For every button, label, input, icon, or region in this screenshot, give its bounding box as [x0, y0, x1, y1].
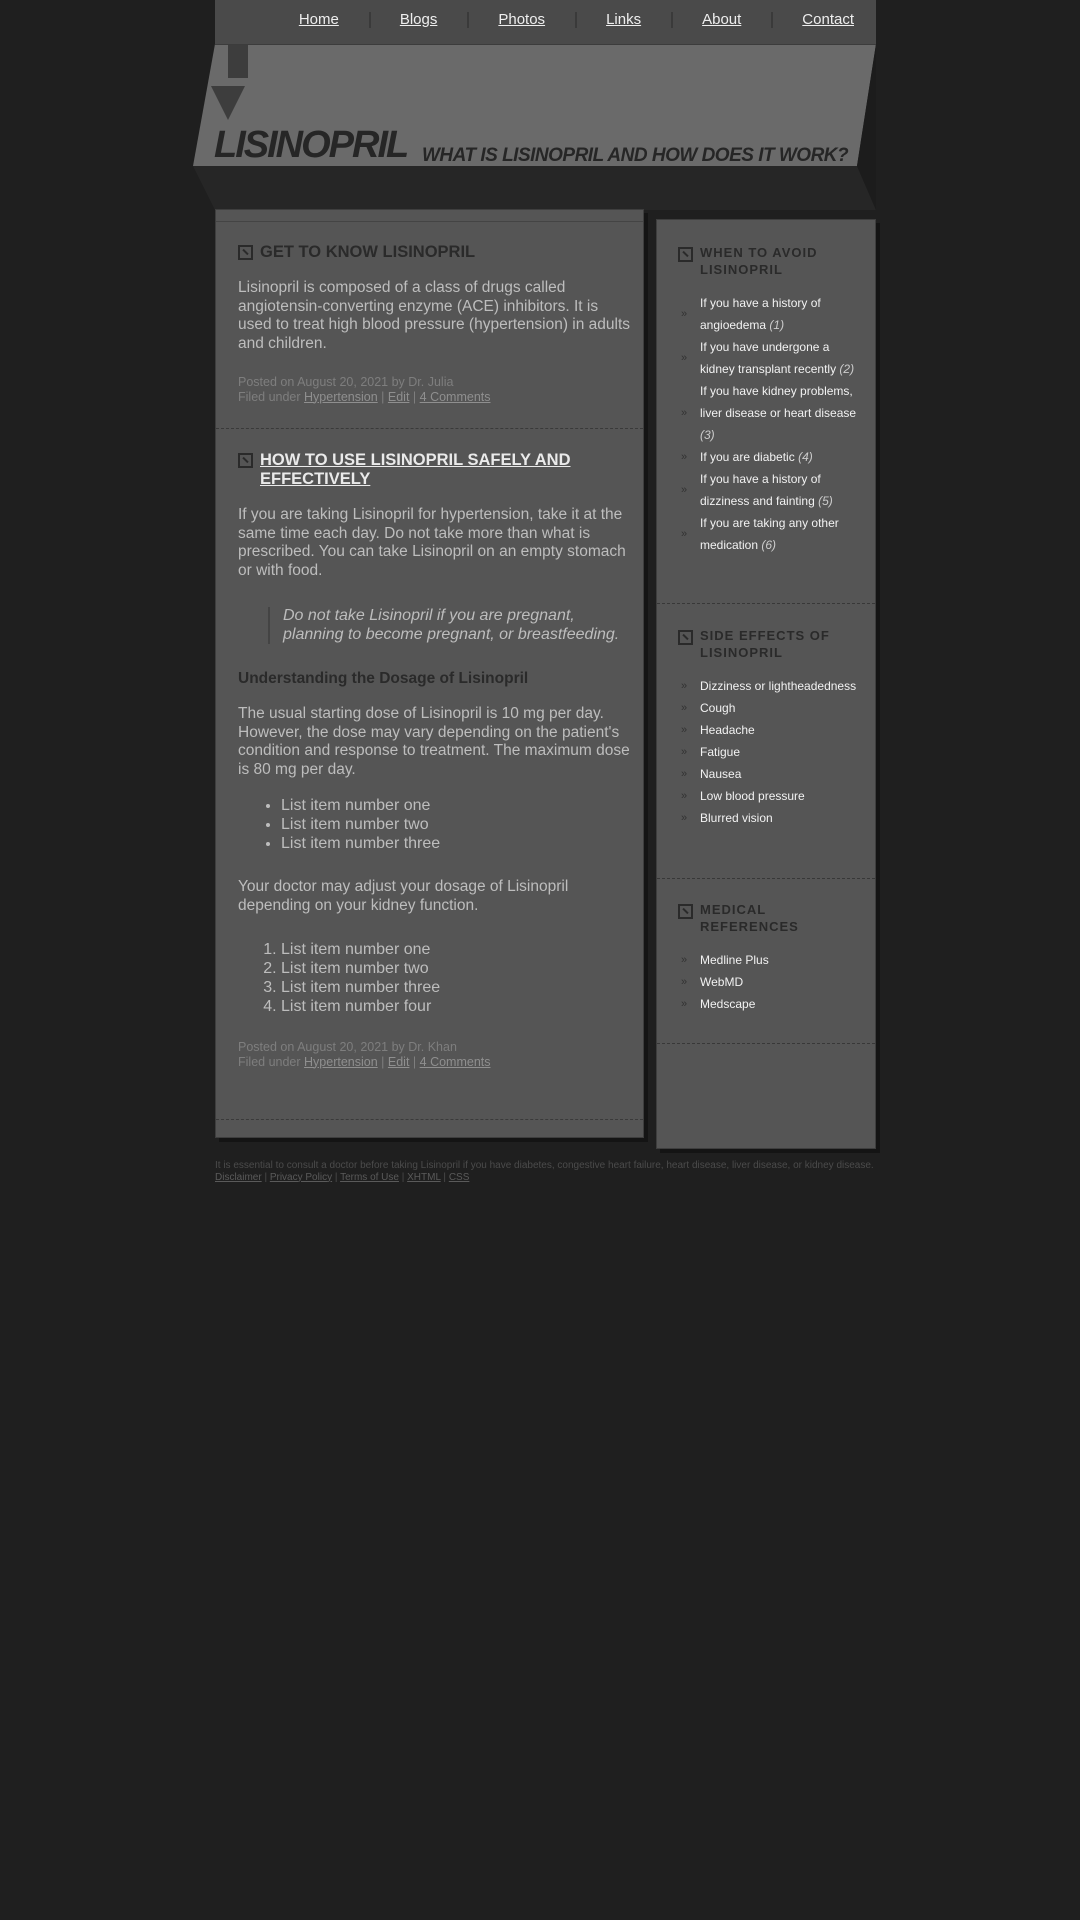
post-intro: If you are taking Lisinopril for hypertension, take it at the same time each day. Do not take more than what is prescribed. You can take Lisinopril on an empty stomach or with food. — [238, 506, 626, 579]
list-item[interactable] — [678, 380, 858, 446]
reference-link[interactable]: WebMD — [700, 975, 744, 989]
nav-separator — [467, 12, 469, 28]
list-item-text: Headache — [700, 723, 755, 737]
post-title-link[interactable]: HOW TO USE LISINOPRIL SAFELY AND EFFECTIVELY — [260, 451, 571, 488]
list-item[interactable] — [678, 971, 858, 993]
widget-arrow-icon — [678, 904, 693, 919]
list-item-text: Nausea — [700, 767, 742, 781]
list-item-text: Fatigue — [700, 745, 741, 759]
widget-title — [678, 244, 858, 278]
double-arrow-icon: » — [681, 702, 688, 714]
nav-link-links[interactable]: Links — [606, 11, 642, 28]
widget-divider — [657, 603, 875, 604]
post-body: Lisinopril is composed of a class of drugs called angiotensin-converting enzyme (ACE) inhibitors. It is used to treat high blood pressure (hypertension) in adults and children. — [238, 279, 631, 352]
post-title-text: GET TO KNOW LISINOPRIL — [260, 243, 476, 261]
footer — [215, 1160, 875, 1183]
list-item-text: Cough — [700, 701, 736, 715]
nav-item-links — [545, 11, 641, 28]
footer-links: Disclaimer | Privacy Policy | Terms of Use | XHTML | CSS — [215, 1171, 470, 1183]
list-item: 3. List item number three — [281, 978, 632, 997]
post-filed: Filed under Hypertension | Edit | 4 Comments — [238, 1054, 491, 1069]
double-arrow-icon: » — [681, 484, 688, 496]
references-list — [678, 949, 858, 1015]
post-filed: Filed under Hypertension | Edit | 4 Comments — [238, 389, 491, 404]
list-item[interactable] — [678, 697, 858, 719]
double-arrow-icon: » — [681, 352, 688, 364]
reference-link[interactable]: Medline Plus — [700, 953, 769, 967]
post-get-to-know — [238, 243, 632, 404]
nav-item-about — [641, 11, 741, 28]
nav-separator — [369, 12, 371, 28]
list-item[interactable] — [678, 741, 858, 763]
post-meta — [238, 1040, 632, 1069]
list-item: • List item number one — [281, 796, 632, 815]
list-item-text: If you have a history of angioedema — [700, 296, 821, 332]
post-arrow-icon — [238, 453, 253, 468]
widget-arrow-icon — [678, 247, 693, 262]
widget-title — [678, 627, 858, 661]
item-count: (6) — [761, 538, 777, 552]
list-item-text: If you are taking any other medication — [700, 516, 839, 552]
category-link[interactable]: Hypertension — [304, 1054, 378, 1069]
double-arrow-icon: » — [681, 812, 688, 824]
footer-link-xhtml[interactable]: XHTML — [407, 1171, 441, 1183]
post-quote: Do not take Lisinopril if you are pregnant, planning to become pregnant, or breastfeeding. — [268, 607, 632, 644]
double-arrow-icon: » — [681, 998, 688, 1010]
footer-notice: It is essential to consult a doctor before taking Lisinopril if you have diabetes, congestive heart failure, heart disease, liver disease, or kidney disease. — [215, 1160, 874, 1171]
list-item: • List item number two — [281, 815, 632, 834]
list-item[interactable] — [678, 292, 858, 336]
main-content — [215, 209, 644, 1138]
post-dosage: The usual starting dose of Lisinopril is 10 mg per day. However, the dose may vary depending on the patient's condition and response to treatment. The maximum dose is 80 mg per day. — [238, 705, 630, 778]
ordered-list — [238, 940, 632, 1016]
footer-link-terms[interactable]: Terms of Use — [340, 1171, 399, 1183]
site-tagline: WHAT IS LISINOPRIL AND HOW DOES IT WORK? — [422, 145, 849, 166]
list-item: 4. List item number four — [281, 997, 632, 1016]
list-item[interactable] — [678, 949, 858, 971]
sidebar — [656, 219, 876, 1149]
list-item[interactable] — [678, 512, 858, 556]
side-effects-list — [678, 675, 858, 829]
item-count: (5) — [818, 494, 833, 508]
item-count: (2) — [839, 362, 855, 376]
edit-link[interactable]: Edit — [387, 1054, 410, 1069]
post-divider — [216, 428, 643, 429]
top-navigation — [215, 0, 876, 45]
nav-item-blogs — [339, 11, 438, 28]
double-arrow-icon: » — [681, 407, 688, 419]
footer-link-disclaimer[interactable]: Disclaimer — [215, 1171, 262, 1183]
nav-link-home[interactable]: Home — [298, 11, 339, 28]
post-meta — [238, 375, 632, 404]
footer-link-css[interactable]: CSS — [448, 1171, 470, 1183]
double-arrow-icon: » — [681, 451, 688, 463]
nav-separator — [575, 12, 577, 28]
list-item: 2. List item number two — [281, 959, 632, 978]
list-item[interactable] — [678, 468, 858, 512]
widget-title — [678, 901, 858, 935]
list-item-text: If you have kidney problems, liver disease or heart disease — [700, 384, 857, 420]
category-link[interactable]: Hypertension — [304, 389, 378, 404]
list-item-text: If you have a history of dizziness and fainting — [700, 472, 821, 508]
double-arrow-icon: » — [681, 680, 688, 692]
widget-title-text: MEDICAL REFERENCES — [700, 902, 799, 934]
item-count: (3) — [700, 428, 715, 442]
post-byline: Posted on August 20, 2021 by Dr. Khan — [238, 1040, 457, 1054]
footer-link-privacy[interactable]: Privacy Policy — [269, 1171, 333, 1183]
post-adjust: Your doctor may adjust your dosage of Lisinopril depending on your kidney function. — [238, 878, 569, 914]
list-item-text: If you have undergone a kidney transplant recently — [700, 340, 837, 376]
double-arrow-icon: » — [681, 528, 688, 540]
list-item[interactable] — [678, 785, 858, 807]
widget-when-to-avoid — [678, 244, 858, 556]
widget-divider — [657, 1043, 875, 1044]
double-arrow-icon: » — [681, 724, 688, 736]
item-count: (1) — [769, 318, 785, 332]
double-arrow-icon: » — [681, 976, 688, 988]
list-item[interactable] — [678, 446, 858, 468]
nav-item-contact — [741, 11, 854, 28]
widget-arrow-icon — [678, 630, 693, 645]
post-how-to-use — [238, 451, 632, 1069]
list-item[interactable] — [678, 719, 858, 741]
double-arrow-icon: » — [681, 954, 688, 966]
list-item: 1. List item number one — [281, 940, 632, 959]
nav-item-home — [299, 11, 339, 28]
widget-side-effects — [678, 627, 858, 829]
bullet-list — [238, 796, 632, 853]
widget-title-text: WHEN TO AVOID LISINOPRIL — [700, 245, 818, 277]
comments-link[interactable]: 4 Comments — [419, 1054, 491, 1069]
post-title — [238, 451, 632, 489]
site-title[interactable]: LISINOPRIL — [214, 124, 408, 166]
filed-under-label: Filed under — [238, 389, 301, 404]
nav-separator — [771, 12, 773, 28]
list-item: • List item number three — [281, 834, 632, 853]
list-item[interactable] — [678, 336, 858, 380]
list-item-text: Low blood pressure — [700, 789, 805, 803]
nav-link-photos[interactable]: Photos — [498, 11, 546, 28]
double-arrow-icon: » — [681, 746, 688, 758]
list-item[interactable] — [678, 993, 858, 1015]
widget-title-text: SIDE EFFECTS OF LISINOPRIL — [700, 628, 830, 660]
nav-item-photos — [437, 11, 545, 28]
item-count: (4) — [798, 450, 813, 464]
post-subheading: Understanding the Dosage of Lisinopril — [238, 670, 529, 687]
content-top-rule — [216, 221, 643, 222]
list-item[interactable] — [678, 807, 858, 829]
list-item[interactable] — [678, 675, 858, 697]
list-item-text: If you are diabetic — [700, 450, 795, 464]
post-byline: Posted on August 20, 2021 by Dr. Julia — [238, 375, 454, 389]
list-item-text: Dizziness or lightheadedness — [700, 679, 857, 693]
list-item[interactable] — [678, 763, 858, 785]
double-arrow-icon: » — [681, 308, 688, 320]
double-arrow-icon: » — [681, 790, 688, 802]
widget-divider — [657, 878, 875, 879]
edit-link[interactable]: Edit — [387, 389, 410, 404]
filed-under-label: Filed under — [238, 1054, 301, 1069]
post-arrow-icon — [238, 245, 253, 260]
double-arrow-icon: » — [681, 768, 688, 780]
reference-link[interactable]: Medscape — [700, 997, 756, 1011]
post-divider — [216, 1119, 643, 1120]
nav-link-blogs[interactable]: Blogs — [399, 11, 438, 28]
avoid-list — [678, 292, 858, 556]
list-item-text: Blurred vision — [700, 811, 773, 825]
nav-separator — [671, 12, 673, 28]
nav-link-contact[interactable]: Contact — [802, 11, 854, 28]
widget-medical-references — [678, 901, 858, 1015]
comments-link[interactable]: 4 Comments — [419, 389, 491, 404]
post-title — [238, 243, 632, 262]
nav-link-about[interactable]: About — [702, 11, 742, 28]
